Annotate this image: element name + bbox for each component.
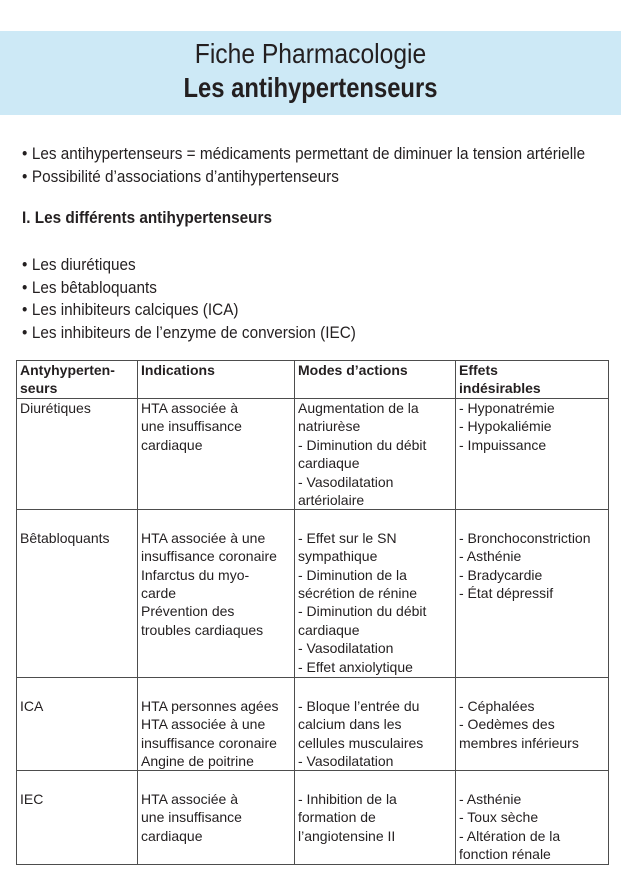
table-header-row — [17, 361, 609, 399]
table-row — [17, 510, 609, 678]
antihypertensive-table — [16, 360, 609, 865]
table-row — [17, 399, 609, 510]
effects-cell: - Asthénie - Toux sèche - Altération de la fonction rénale — [456, 771, 609, 864]
antihypertensive-class-list — [22, 254, 393, 344]
indications-cell: HTA associée à une insuffisance coronaire Infarctus du myo- carde Prévention des troubles cardiaques — [138, 510, 295, 678]
modes-cell: - Effet sur le SN sympathique - Diminution de la sécrétion de rénine - Diminution du débit cardiaque - Vasodilatation - Effet anxiolytique — [295, 510, 456, 678]
header-effects: Effets indésirables — [456, 361, 609, 399]
indications-cell: HTA associée à une insuffisance cardiaque — [138, 399, 295, 510]
drug-class-cell: Bêtabloquants — [17, 510, 138, 678]
indications-cell: HTA associée à une insuffisance cardiaque — [138, 771, 295, 864]
effects-cell: - Céphalées - Oedèmes des membres inférieurs — [456, 678, 609, 771]
table-row — [17, 678, 609, 771]
effects-cell: - Hyponatrémie - Hypokaliémie - Impuissance — [456, 399, 609, 510]
header-indications: Indications — [138, 361, 295, 399]
page-subtitle: Les antihypertenseurs — [183, 72, 438, 103]
header-drug-class: Antyhyperten- seurs — [17, 361, 138, 399]
section-title: I. Les différents antihypertenseurs — [22, 208, 272, 227]
drug-class-cell: Diurétiques — [17, 399, 138, 510]
class-item: • Les bêtabloquants — [22, 277, 356, 300]
modes-cell: - Bloque l’entrée du calcium dans les cellules musculaires - Vasodilatation — [295, 678, 456, 771]
class-item: • Les diurétiques — [22, 254, 356, 277]
intro-list — [22, 143, 621, 188]
class-item: • Les inhibiteurs calciques (ICA) — [22, 299, 356, 322]
intro-item: • Possibilité d’associations d’antihypertenseurs — [22, 166, 585, 189]
drug-class-cell: IEC — [17, 771, 138, 864]
class-item: • Les inhibiteurs de l’enzyme de conversion (IEC) — [22, 322, 356, 345]
page-header — [0, 31, 621, 115]
effects-cell: - Bronchoconstriction - Asthénie - Bradycardie - État dépressif — [456, 510, 609, 678]
header-modes: Modes d’actions — [295, 361, 456, 399]
indications-cell: HTA personnes agées HTA associée à une insuffisance coronaire Angine de poitrine — [138, 678, 295, 771]
drug-class-cell: ICA — [17, 678, 138, 771]
modes-cell: Augmentation de la natriurèse - Diminution du débit cardiaque - Vasodilatation artériolaire — [295, 399, 456, 510]
table-row — [17, 771, 609, 864]
modes-cell: - Inhibition de la formation de l’angiotensine II — [295, 771, 456, 864]
intro-item: • Les antihypertenseurs = médicaments permettant de diminuer la tension artérielle — [22, 143, 585, 166]
page-title: Fiche Pharmacologie — [194, 38, 427, 69]
